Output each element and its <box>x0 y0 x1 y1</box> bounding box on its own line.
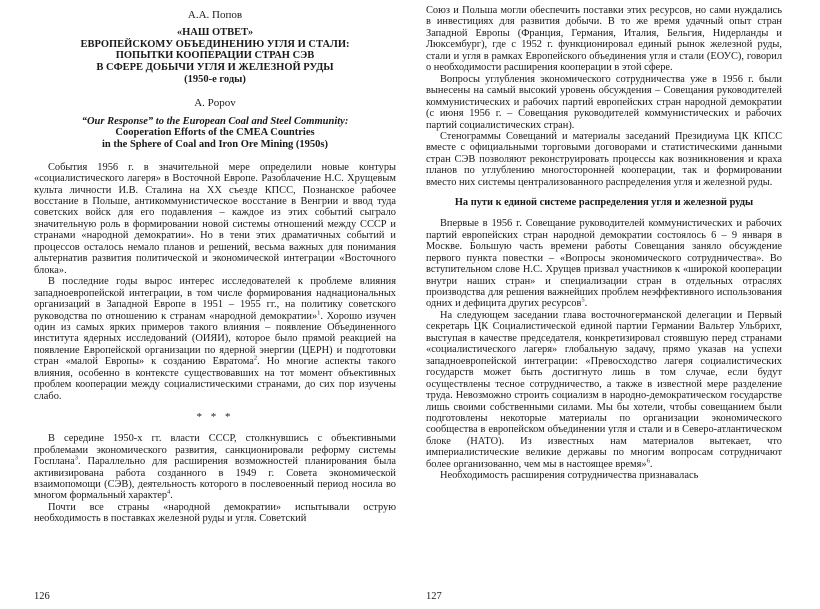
text-run: Впервые в 1956 г. Совещание руководителей коммунистических и рабочих партий европейских стран народной демократии состоялось 6 – 9 января в Москве. Большую часть времени работы Совещания заняло обсуждение первого пункта повестки – «Вопросы экономического сотрудничества». Во вступительном слове Н.С. Хрущев призвал участников к «широкой кооперации внутри наших стран» и специализации стран в отдельных отраслях производства для решения важнейших проблем неэффективного использования одних и дефицита других ресурсов <box>426 218 782 310</box>
body-paragraph: Стенограммы Совещаний и материалы заседаний Президиума ЦК КПСС вместе с официальными торговыми договорами и статистическими данными стран СЭВ позволяют реконструировать процессы как возникновения и краха планов по углублению многосторонней кооперации, так и формировании вместо них системы централизованного распределения угля и железной руды. <box>426 130 782 188</box>
text-run: . <box>649 458 653 470</box>
text-run: . <box>584 298 588 310</box>
footnote-ref: 1 <box>317 309 321 317</box>
text-run: . Хорошо изучен один из самых ярких примеров такого влияния – появление Объединенного института ядерных исследований (ОИЯИ), которое было прямой реакцией на появление Европейской организации по ядерной энергии (ЦЕРН) и подготовки стран «малой Европы» к созданию Евратома <box>34 310 396 368</box>
footnote-ref: 3 <box>74 454 78 462</box>
body-paragraph <box>34 433 396 502</box>
article-title-ru <box>34 27 396 86</box>
page-number: 127 <box>426 591 442 602</box>
title-en-line: in the Sphere of Coal and Iron Ore Mining (1950s) <box>101 138 329 150</box>
text-run: На следующем заседании глава восточногерманской делегации и Первый секретарь ЦК Социалистической единой партии Германии Вальтер Ульбрихт, выступая в качестве председателя, конкретизировал стоявшую перед странами «социалистического лагеря» глобальную задачу, прямо указав на успехи западноевропейской интеграции: «Превосходство лагеря социалистических государств может быть достигнуто лишь в том случае, если будут осуществлены тесное сотрудничество, а также в известной мере разделение труда. Невозможно строить социализм в народно-демократическом государстве лишь своими собственными силами. Мы бы хотели, чтобы совещанием были подготовлены некоторые материалы по организации экономического сообщества в европейском объединении угля и стали и в Северо-атлантическом блоке (НАТО). Из известных нам материалов вытекает, что империалистические великие державы по многим вопросам сотрудничают более организованно, чем мы в настоящее время» <box>426 309 782 470</box>
section-divider-stars: * * * <box>196 411 234 424</box>
title-en-line: Cooperation Efforts of the CMEA Countries <box>115 127 315 139</box>
section-heading: На пути к единой системе распределения угля и железной руды <box>454 197 754 209</box>
body-paragraph: Вопросы углубления экономического сотрудничества уже в 1956 г. были вынесены на самый высокий уровень обсуждения – Совещания руководителей коммунистических и рабочих партий европейских стран народной демократии (с июня 1956 г. – Совещания руководителей коммунистических и рабочих партий социалистических стран). <box>426 73 782 131</box>
text-run: В середине 1950-х гг. власти СССР, столкнувшись с объективными проблемами экономического развития, санкционировали реформу системы Госплана <box>34 433 396 468</box>
right-page <box>410 0 820 609</box>
title-en-line: “Our Response” to the European Coal and Steel Community: <box>81 115 349 127</box>
footnote-ref: 4 <box>167 488 171 496</box>
footnote-ref: 6 <box>646 457 650 465</box>
title-ru-line: «НАШ ОТВЕТ» <box>176 27 254 38</box>
body-paragraph <box>426 310 782 470</box>
author-name-en: A. Popov <box>194 96 236 109</box>
article-title-en <box>34 116 396 151</box>
footnote-ref: 2 <box>253 354 258 362</box>
text-run: . Но многие аспекты такого влияния, особенно в контексте существовавших на тот момент объективных проблем кооперации между социалистическими странами, до сих пор изучены слабо. <box>34 356 396 402</box>
body-paragraph: Необходимость расширения сотрудничества признавалась <box>440 470 699 482</box>
text-run: . Параллельно для расширения возможностей планирования была активизирована работа созданного в 1949 г. Совета экономической взаимопомощи (СЭВ), деятельность которого в послевоенный период носила во многом формальный характер <box>34 456 396 502</box>
footnote-ref: 5 <box>581 296 585 304</box>
body-paragraph <box>34 276 396 402</box>
body-paragraph: Союз и Польша могли обеспечить поставки этих ресурсов, но сами нуждались в инвестициях для развития добычи. В то же время удачный опыт стран Западной Европы (Франция, Германия, Италия, Бельгия, Нидерланды и Люксембург), где с 1952 г. функционировал единый рынок железной руды, стали и угля в рамках Европейского объединения угля и стали (ЕОУС), говорил о необходимости расширения кооперации в этой сфере. <box>426 5 782 74</box>
author-name-ru: А.А. Попов <box>187 9 243 21</box>
page-number: 126 <box>34 591 50 602</box>
title-ru-line: В СФЕРЕ ДОБЫЧИ УГЛЯ И ЖЕЛЕЗНОЙ РУДЫ <box>96 62 334 74</box>
title-ru-line: (1950-е годы) <box>184 73 246 85</box>
title-ru-line: ПОПЫТКИ КООПЕРАЦИИ СТРАН СЭВ <box>115 50 315 62</box>
body-paragraph <box>426 218 782 310</box>
text-run: В последние годы вырос интерес исследователей к проблеме влияния западноевропейской интеграции, в том числе формирования наднациональных организаций в Западной Европе в 1951 – 1955 гг., на политику советского руководства по отношению к странам «народной демократии» <box>34 276 396 322</box>
body-paragraph: События 1956 г. в значительной мере определили новые контуры «социалистического лагеря» в Восточной Европе. Разоблачение Н.С. Хрущевым культа личности И.В. Сталина на XX съезде КПСС, Познанское рабочее восстание в Польше, антикоммунистическое восстание в Венгрии и ввод туда советских войск для его подавления – каждое из этих событий сыграло значительную роль в формировании новой системы отношений между СССР и странами «народной демократии». Но в тени этих драматичных событий и процессов осталось немало планов и решений, весьма важных для понимания альтернатив развития политической и экономической интеграции «Восточного блока». <box>34 161 396 276</box>
title-ru-line: ЕВРОПЕЙСКОМУ ОБЪЕДИНЕНИЮ УГЛЯ И СТАЛИ: <box>80 38 350 50</box>
text-run: . <box>170 490 173 502</box>
body-paragraph: Почти все страны «народной демократии» испытывали острую необходимость в поставках железной руды и угля. Советский <box>34 501 396 525</box>
